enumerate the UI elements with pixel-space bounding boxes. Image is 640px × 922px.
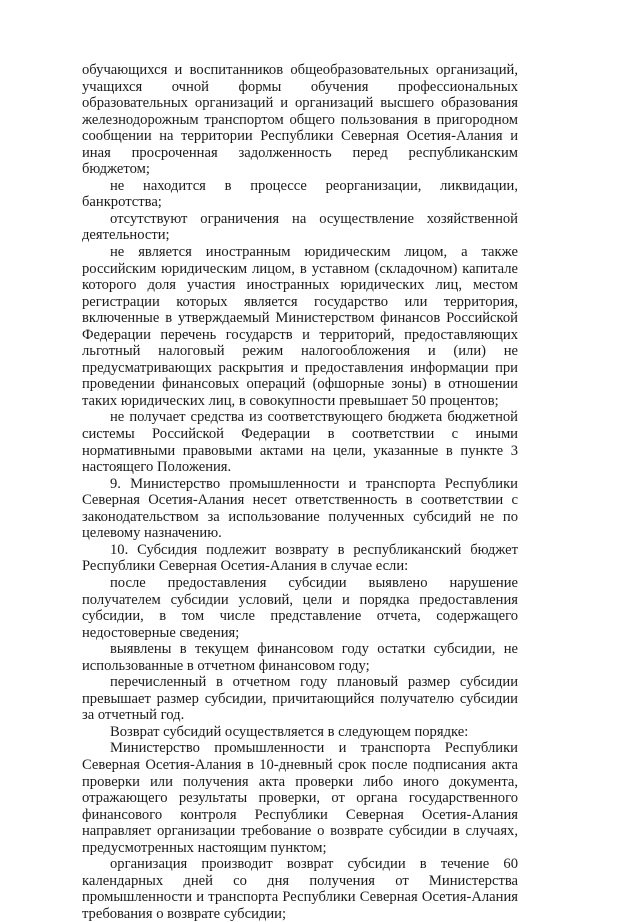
paragraph-no-restrictions: отсутствуют ограничения на осуществление хозяйственной деятельности; (82, 210, 518, 244)
paragraph-remaining-balance: выявлены в текущем финансовом году остатки субсидии, не использованные в отчетном финансовом году; (82, 641, 518, 674)
paragraph-violation: после предоставления субсидии выявлено нарушение получателем субсидии условий, цели и порядка предоставления субсидии, в том числе представление отчета, содержащего недостоверные сведения; (82, 574, 518, 641)
paragraph-ministry-demand: Министерство промышленности и транспорта Республики Северная Осетия-Алания в 10-дневный срок после подписания акта проверки или получения акта проверки либо иного документа, отражающего результаты проверки, от органа государственного финансового контроля Республики Северная Осетия-Алания направляет организации требование о возврате субсидии в случаях, предусмотренных настоящим пунктом; (82, 740, 518, 856)
paragraph-no-other-funds: не получает средства из соответствующего бюджета бюджетной системы Российской Федерации в соответствии с иными нормативными правовыми актами на цели, указанные в пункте 3 настоящего Положения. (82, 409, 518, 476)
paragraph-item-10: 10. Субсидия подлежит возврату в республиканский бюджет Республики Северная Осетия-Алания в случае если: (82, 541, 518, 575)
paragraph-return-procedure: Возврат субсидий осуществляется в следующем порядке: (110, 723, 469, 740)
paragraph-continuation: обучающихся и воспитанников общеобразовательных организаций, учащихся очной формы обучения профессиональных образовательных организаций и организаций высшего образования железнодорожным транспортом общего пользования в пригородном сообщении на территории Республики Северная Осетия-Алания и иная просроченная задолженность перед республиканским бюджетом; (82, 62, 518, 178)
document-page (82, 62, 518, 922)
paragraph-not-reorganized: не находится в процессе реорганизации, ликвидации, банкротства; (82, 177, 518, 211)
paragraph-item-9: 9. Министерство промышленности и транспорта Республики Северная Осетия-Алания несет ответственность в соответствии с законодательством за использование полученных субсидий не по целевому назначению. (82, 475, 518, 542)
paragraph-excess-amount: перечисленный в отчетном году плановый размер субсидии превышает размер субсидии, причитающийся получателю субсидии за отчетный год. (82, 674, 518, 724)
paragraph-organization-return: организация производит возврат субсидии в течение 60 календарных дней со дня получения от Министерства промышленности и транспорта Республики Северная Осетия-Алания требования о возврате субсидии; (82, 856, 518, 922)
paragraph-not-foreign-entity: не является иностранным юридическим лицом, а также российским юридическим лицом, в уставном (складочном) капитале которого доля участия иностранных юридических лиц, местом регистрации которых является государство или территория, включенные в утверждаемый Министерством финансов Российской Федерации перечень государств и территорий, предоставляющих льготный налоговый режим налогообложения и (или) не предусматривающих раскрытия и предоставления информации при проведении финансовых операций (офшорные зоны) в отношении таких юридических лиц, в совокупности превышает 50 процентов; (82, 244, 518, 409)
